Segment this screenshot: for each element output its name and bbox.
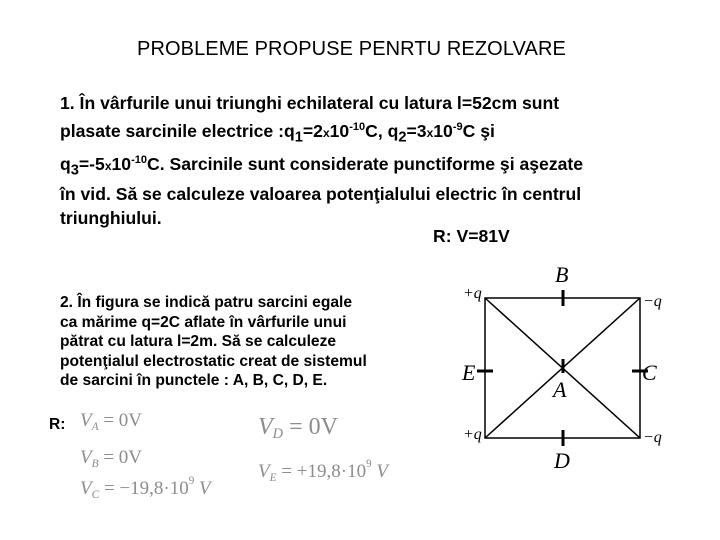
problem-1-line-3: $q_3=-5x10^{-10}C$. Sarcinile sunt considerate punctiforme şi aşezate	[60, 154, 584, 179]
square-charges-figure	[455, 258, 685, 473]
result-vd: $V_D = 0V$	[258, 414, 338, 442]
charge-bottom-right: −q	[643, 429, 662, 446]
problem-1-line-2: plasate sarcinile electrice $:q_1=2x10^{-10}C$, $q_2=3x10^{-9}C$ şi	[60, 120, 495, 145]
problem-1-line-5: triunghiului.	[60, 207, 162, 228]
label-d: D	[554, 448, 570, 473]
problem-2-line-3: pătrat cu latura l=2m. Să se calculeze	[60, 333, 337, 351]
results-label: R:	[49, 416, 66, 433]
problem-1-line-4: în vid. Să se calculeze valoarea potenţialului electric în centrul	[60, 184, 582, 205]
problem-2-text	[60, 293, 430, 391]
label-c: C	[642, 360, 657, 385]
problem-2-line-2: ca mărime q=2C aflate în vârfurile unui	[60, 313, 347, 331]
result-ve: $V_E = +19,8\cdot 10^9$ V	[258, 458, 388, 484]
label-b: B	[555, 262, 569, 287]
page-title: PROBLEME PROPUSE PENRTU REZOLVARE	[137, 38, 566, 60]
result-va: $V_A = 0V$	[80, 410, 143, 433]
result-vb: $V_B = 0V$	[80, 447, 143, 470]
charge-top-left: +q	[463, 285, 482, 302]
label-a: A	[553, 377, 567, 402]
charge-bottom-left: +q	[463, 426, 482, 443]
result-vc: $V_C = -19,8\cdot 10^9$ V	[80, 475, 211, 501]
problem-2-line-1: 2. În figura se indică patru sarcini egale	[60, 294, 353, 311]
problem-2-line-4: potenţialul electrostatic creat de sistemul	[60, 352, 367, 370]
problem-1-text	[60, 92, 670, 230]
charge-top-right: −q	[643, 293, 662, 310]
label-e: E	[462, 360, 476, 385]
problem-1-answer: R: V=81V	[433, 226, 510, 246]
problem-2-line-5: de sarcini în punctele : A, B, C, D, E.	[60, 372, 328, 390]
problem-1-line-1: 1. În vârfurile unui triunghi echilateral cu latura l=52cm sunt	[60, 93, 560, 113]
